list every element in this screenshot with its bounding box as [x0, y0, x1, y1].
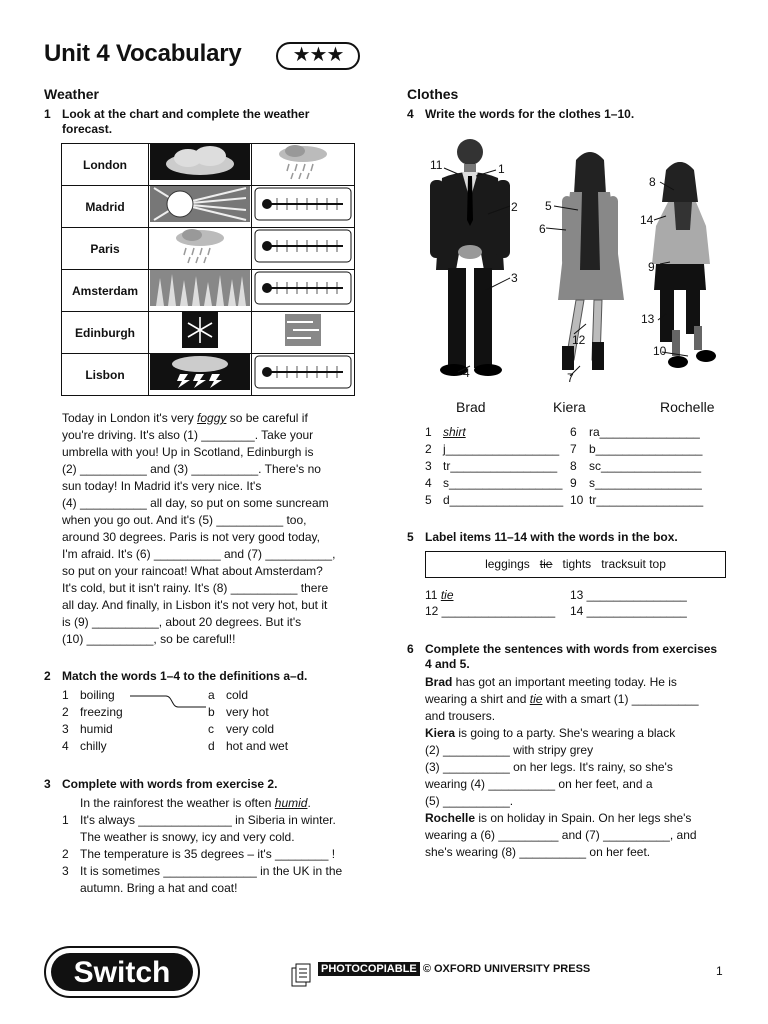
- ex3-instruction: [44, 777, 362, 792]
- forecast-line: [62, 529, 362, 546]
- word-tights: tights: [562, 557, 592, 571]
- match-word-text: boiling: [80, 688, 115, 702]
- name-label: Rochelle: [660, 399, 715, 415]
- ex3-example-answer: humid: [274, 796, 308, 810]
- fog-icon: [253, 312, 353, 348]
- ex5-instruction-text: Label items 11–14 with the words in the box.: [425, 530, 678, 544]
- ex6-line: [425, 759, 735, 776]
- forecast-line: [62, 563, 362, 580]
- match-number: 2: [62, 705, 69, 719]
- ex4-number: 1: [425, 425, 432, 439]
- thermometer-icon: [253, 354, 353, 390]
- ex4-number: 9: [570, 476, 577, 490]
- ex3-number: 2: [62, 847, 69, 861]
- ex5-instruction: [407, 530, 745, 545]
- ex6-line: [425, 674, 735, 691]
- callout-number: 12: [572, 333, 586, 347]
- forecast-text: I'm afraid. It's (6) __________ and (7) __________,: [62, 547, 336, 561]
- callout-number: 1: [498, 162, 505, 176]
- ex6-instruction: [407, 642, 725, 672]
- forecast-line: [62, 614, 362, 631]
- forecast-line: [62, 512, 362, 529]
- ex1-instruction-text: Look at the chart and complete the weather forecast.: [62, 107, 310, 136]
- forecast-line: [62, 427, 362, 444]
- name-label: Kiera: [553, 399, 586, 415]
- match-number: 3: [62, 722, 69, 736]
- ex2-instruction: [44, 669, 362, 684]
- photocopiable-label: PHOTOCOPIABLE: [318, 962, 420, 976]
- callout-number: 2: [511, 200, 518, 214]
- ex6-line: [425, 691, 735, 708]
- ex5-item-13: 13 _______________: [570, 588, 687, 602]
- storm-icon: [150, 354, 250, 390]
- forecast-line: [62, 495, 362, 512]
- ex3-line: It's always ______________ in Siberia in winter.: [80, 813, 336, 827]
- ex1-instruction: [44, 107, 352, 137]
- callout-number: 6: [539, 222, 546, 236]
- ex2-number: 2: [44, 669, 51, 683]
- city-cell: Paris: [62, 228, 149, 270]
- ex6-text: [425, 674, 735, 861]
- ex4-text: j_________________: [443, 442, 560, 456]
- callout-number: 7: [567, 371, 574, 385]
- weather-row: [62, 270, 355, 312]
- character-name: Brad: [425, 675, 453, 689]
- ex3-example-end: .: [307, 796, 311, 810]
- icon-cell: [252, 228, 355, 270]
- weather-row: [62, 186, 355, 228]
- match-word: [62, 704, 123, 721]
- weather-row: [62, 354, 355, 396]
- ex6-text-part: she's wearing (8) __________ on her feet.: [425, 845, 651, 859]
- ex6-instruction-text: Complete the sentences with words from exercises 4 and 5.: [425, 642, 718, 671]
- ex4-instruction: [407, 107, 745, 122]
- city-cell: Edinburgh: [62, 312, 149, 354]
- ex5-item-11: [425, 587, 454, 604]
- match-definition: [208, 721, 275, 738]
- wind-icon: [150, 270, 250, 306]
- forecast-text: It's cold, but it isn't rainy. It's (8) __________ there: [62, 581, 329, 595]
- ex4-text: b________________: [589, 442, 703, 456]
- callout-number: 5: [545, 199, 552, 213]
- icon-cell: [252, 186, 355, 228]
- icon-cell: [149, 312, 252, 354]
- ex4-right-item: [570, 424, 700, 441]
- match-number: 1: [62, 688, 69, 702]
- forecast-text: around 30 degrees. Paris is not very good today,: [62, 530, 320, 544]
- ex4-number: 5: [425, 493, 432, 507]
- ex6-text-part: is going to a party. She's wearing a black: [455, 726, 676, 740]
- word-box: [425, 551, 726, 578]
- ex6-text-part: has got an important meeting today. He is: [452, 675, 677, 689]
- ex6-line: [425, 776, 735, 793]
- ex3-line: The weather is snowy, icy and very cold.: [80, 830, 295, 844]
- ex4-number: 2: [425, 442, 432, 456]
- def-text: very cold: [226, 722, 275, 736]
- match-definition: [208, 687, 249, 704]
- match-number: 4: [62, 739, 69, 753]
- ex6-line: [425, 810, 735, 827]
- weather-row: [62, 312, 355, 354]
- rain-cloud-icon: [253, 144, 353, 180]
- ex4-number: 4: [407, 107, 414, 121]
- name-label: Brad: [456, 399, 486, 415]
- kiera-figure: [558, 152, 624, 370]
- forecast-line: [62, 631, 362, 648]
- ex4-text: [443, 424, 466, 441]
- ex4-right-item: [570, 492, 704, 509]
- ex6-line: [425, 742, 735, 759]
- rochelle-figure: [652, 162, 716, 368]
- forecast-example-answer: foggy: [197, 411, 227, 425]
- thermometer-icon: [253, 270, 353, 306]
- forecast-text: so put on your raincoat! What about Amsterdam?: [62, 564, 323, 578]
- clothes-illustration: [410, 130, 740, 390]
- ex4-instruction-text: Write the words for the clothes 1–10.: [425, 107, 635, 121]
- match-line: [128, 690, 208, 714]
- word-tie: tie: [539, 557, 553, 571]
- ex4-number: 4: [425, 476, 432, 490]
- callout-number: 13: [641, 312, 655, 326]
- forecast-line: [62, 410, 362, 427]
- character-name: Kiera: [425, 726, 456, 740]
- callout-number: 9: [648, 260, 655, 274]
- ex3-instruction-text: Complete with words from exercise 2.: [62, 777, 278, 791]
- match-word-text: freezing: [80, 705, 123, 719]
- clothes-heading: Clothes: [407, 86, 459, 102]
- page-number: 1: [716, 964, 723, 978]
- ex4-text: sc_______________: [589, 459, 702, 473]
- match-word: [62, 687, 115, 704]
- city-cell: Amsterdam: [62, 270, 149, 312]
- callout-number: 10: [653, 344, 667, 358]
- match-word: [62, 738, 107, 755]
- icon-cell: [149, 186, 252, 228]
- ex4-number: 3: [425, 459, 432, 473]
- forecast-text: (2) __________ and (3) __________. There's no: [62, 462, 321, 476]
- ex4-left-item: [425, 492, 564, 509]
- ex6-line: [425, 827, 735, 844]
- ex4-right-item: [570, 475, 702, 492]
- forecast-line: [62, 444, 362, 461]
- ex6-text-part: (3) __________ on her legs. It's rainy, so she's: [425, 760, 673, 774]
- ex6-text-part: wearing a (6) _________ and (7) __________, and: [425, 828, 697, 842]
- ex6-text-part: with a smart (1) __________: [542, 692, 699, 706]
- ex1-number: 1: [44, 107, 51, 121]
- weather-row: [62, 144, 355, 186]
- ex4-left-item: [425, 424, 466, 441]
- sun-icon: [150, 186, 250, 222]
- ex6-text-part: and trousers.: [425, 709, 496, 723]
- forecast-text: all day. And finally, in Lisbon it's not very hot, but it: [62, 598, 328, 612]
- ex6-line: [425, 793, 735, 810]
- forecast-text: when you go out. And it's (5) __________ too,: [62, 513, 307, 527]
- publisher-text: © OXFORD UNIVERSITY PRESS: [422, 963, 591, 975]
- ex6-text-part: (2) __________ with stripy grey: [425, 743, 594, 757]
- match-definition: [208, 738, 289, 755]
- ex3-number: 3: [62, 864, 69, 878]
- forecast-text: is (9) __________, about 20 degrees. But it's: [62, 615, 302, 629]
- ex3-example: [80, 795, 311, 812]
- ex4-right-item: [570, 458, 702, 475]
- def-letter: a: [208, 688, 215, 702]
- ex5-item-14: 14 _______________: [570, 604, 687, 618]
- forecast-text: you're driving. It's also (1) ________. Take your: [62, 428, 314, 442]
- callout-number: 14: [640, 213, 654, 227]
- def-letter: d: [208, 739, 215, 753]
- ex6-line: [425, 725, 735, 742]
- callout-number: 11: [430, 158, 443, 172]
- switch-logo: [44, 946, 200, 998]
- match-word-text: chilly: [80, 739, 107, 753]
- ex3-example-text: In the rainforest the weather is often: [80, 796, 275, 810]
- ex4-right-item: [570, 441, 703, 458]
- def-text: cold: [226, 688, 249, 702]
- ex4-number: 7: [570, 442, 577, 456]
- city-cell: Madrid: [62, 186, 149, 228]
- forecast-text: (4) __________ all day, so put on some suncream: [62, 496, 329, 510]
- ex6-text-part: (5) __________.: [425, 794, 514, 808]
- rain-cloud-icon: [150, 228, 250, 264]
- forecast-text: so be careful if: [226, 411, 308, 425]
- forecast-text: umbrella with you! Up in Scotland, Edinburgh is: [62, 445, 314, 459]
- callout-number: 4: [463, 366, 470, 380]
- ex4-text: ra_______________: [589, 425, 700, 439]
- forecast-text: (10) __________, so be careful!!: [62, 632, 236, 646]
- ex6-example-answer: tie: [529, 692, 543, 706]
- ex3-line: The temperature is 35 degrees – it's ________ !: [80, 847, 336, 861]
- forecast-text: sun today! In Madrid it's very nice. It's: [62, 479, 262, 493]
- ex4-number: 6: [570, 425, 577, 439]
- word-tracksuit-top: tracksuit top: [601, 557, 666, 571]
- icon-cell: [149, 144, 252, 186]
- city-cell: London: [62, 144, 149, 186]
- icon-cell: [252, 270, 355, 312]
- icon-cell: [252, 354, 355, 396]
- forecast-text: Today in London it's very: [62, 411, 198, 425]
- ex6-text-part: wearing (4) __________ on her feet, and a: [425, 777, 653, 791]
- weather-forecast-text: [62, 410, 362, 648]
- def-letter: b: [208, 705, 215, 719]
- logo-text: Switch: [73, 956, 171, 989]
- ex6-line: [425, 708, 735, 725]
- ex4-answer: shirt: [443, 425, 466, 439]
- ex3-line: autumn. Bring a hat and coat!: [80, 881, 238, 895]
- ex6-number: 6: [407, 642, 414, 656]
- cloud-icon: [150, 144, 250, 180]
- ex4-text: tr________________: [589, 493, 704, 507]
- callout-number: 3: [511, 271, 518, 285]
- word-leggings: leggings: [485, 557, 530, 571]
- ex6-text-part: is on holiday in Spain. On her legs she's: [475, 811, 692, 825]
- icon-cell: [149, 270, 252, 312]
- def-text: hot and wet: [226, 739, 289, 753]
- forecast-line: [62, 546, 362, 563]
- ex4-number: 8: [570, 459, 577, 473]
- ex3-line: It is sometimes ______________ in the UK in the: [80, 864, 343, 878]
- ex5-item-12: 12 _________________: [425, 604, 556, 618]
- ex4-text: tr________________: [443, 459, 558, 473]
- def-text: very hot: [226, 705, 269, 719]
- thermometer-icon: [253, 228, 353, 264]
- forecast-line: [62, 478, 362, 495]
- ex5-item-11-number: 11: [425, 588, 438, 602]
- ex6-text-part: wearing a shirt and: [425, 692, 530, 706]
- photocopy-icon: [290, 962, 314, 990]
- match-definition: [208, 704, 269, 721]
- match-word: [62, 721, 113, 738]
- copyright: [318, 963, 590, 975]
- ex3-number: 1: [62, 813, 69, 827]
- ex3-number: 3: [44, 777, 51, 791]
- character-name: Rochelle: [425, 811, 476, 825]
- difficulty-stars: ★★★: [276, 42, 360, 70]
- weather-chart: [61, 143, 355, 396]
- weather-row: [62, 228, 355, 270]
- ex4-text: d_________________: [443, 493, 564, 507]
- ex4-number: 10: [570, 493, 584, 507]
- ex4-left-item: [425, 475, 563, 492]
- icon-cell: [149, 354, 252, 396]
- ex4-text: s________________: [589, 476, 702, 490]
- ex5-answer-11: tie: [440, 588, 454, 602]
- match-word-text: humid: [80, 722, 113, 736]
- ex5-number: 5: [407, 530, 414, 544]
- snowflake-icon: [150, 312, 250, 348]
- forecast-line: [62, 597, 362, 614]
- page-title: Unit 4 Vocabulary: [44, 40, 242, 67]
- ex6-line: [425, 844, 735, 861]
- weather-heading: Weather: [44, 86, 99, 102]
- icon-cell: [252, 312, 355, 354]
- forecast-line: [62, 461, 362, 478]
- callout-number: 8: [649, 175, 656, 189]
- forecast-line: [62, 580, 362, 597]
- ex4-left-item: [425, 441, 560, 458]
- icon-cell: [149, 228, 252, 270]
- thermometer-icon: [253, 186, 353, 222]
- def-letter: c: [208, 722, 214, 736]
- ex4-left-item: [425, 458, 558, 475]
- icon-cell: [252, 144, 355, 186]
- ex2-instruction-text: Match the words 1–4 to the definitions a–d.: [62, 669, 308, 683]
- ex4-text: s_________________: [443, 476, 563, 490]
- city-cell: Lisbon: [62, 354, 149, 396]
